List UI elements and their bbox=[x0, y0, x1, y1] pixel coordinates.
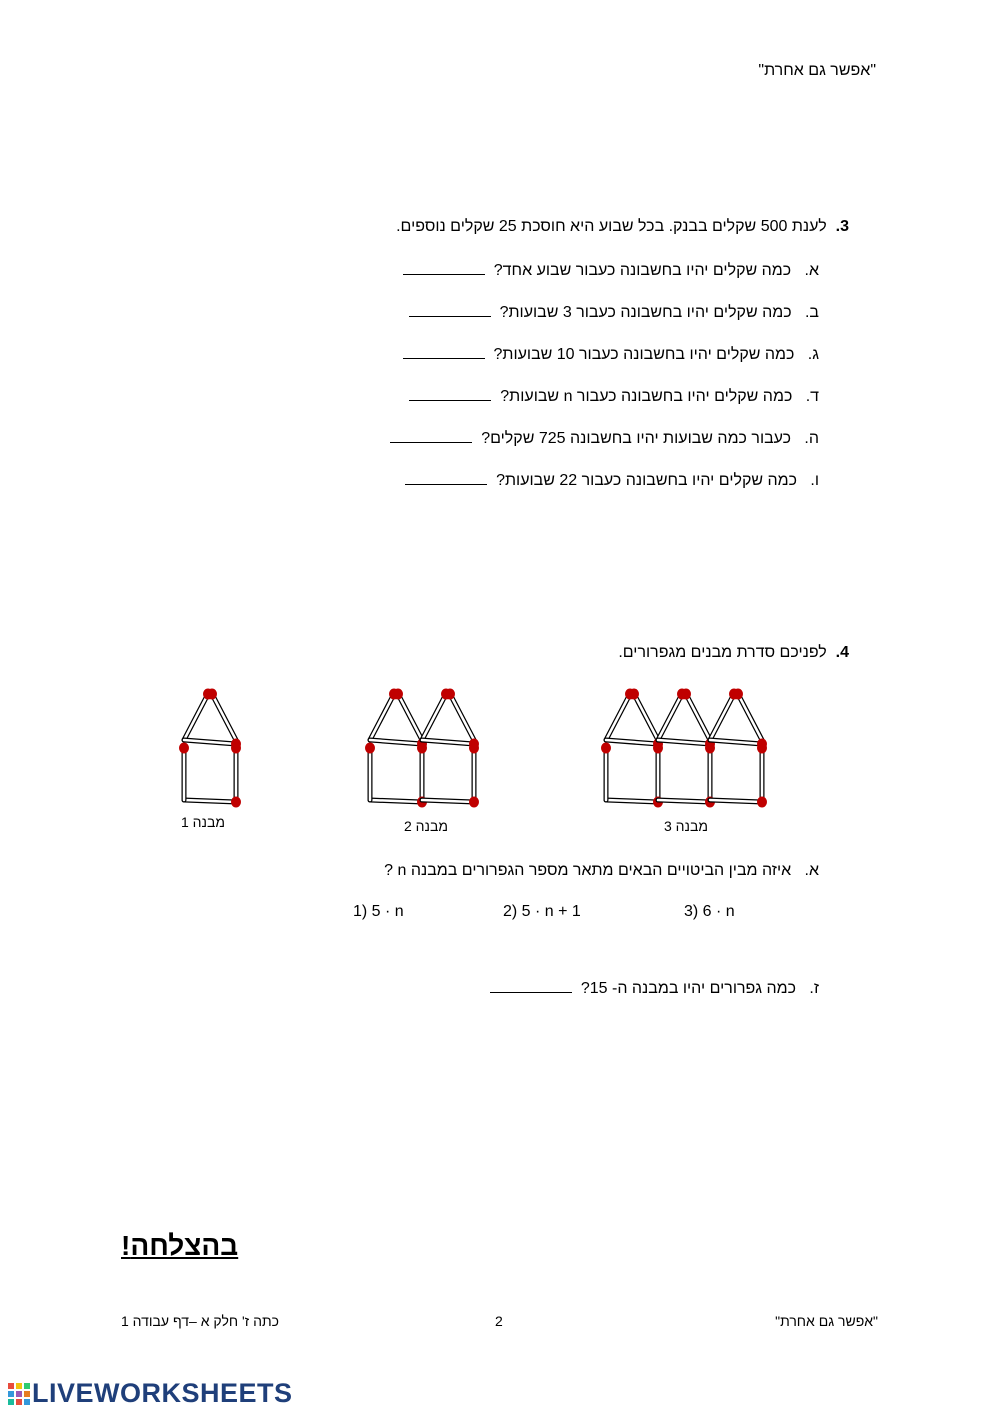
matchstick bbox=[422, 694, 446, 740]
success-message: !בהצלחה bbox=[121, 1230, 239, 1261]
answer-blank[interactable] bbox=[405, 470, 487, 485]
figure-3-label: מבנה 3 bbox=[664, 818, 708, 834]
item-text: כמה שקלים יהיו בחשבונה כעבור 3 שבועות? bbox=[499, 304, 792, 321]
liveworksheets-logo bbox=[8, 1378, 293, 1409]
page-number: 2 bbox=[495, 1313, 503, 1329]
q3-stem bbox=[396, 218, 849, 236]
matchstick bbox=[658, 694, 682, 740]
q4-number: 4. bbox=[835, 644, 849, 661]
match-head bbox=[417, 743, 427, 754]
match-head bbox=[601, 743, 611, 754]
q4-stem bbox=[618, 644, 849, 662]
item-text: כמה שקלים יהיו בחשבונה כעבור שבוע אחד? bbox=[493, 262, 792, 279]
item-letter: ה. bbox=[804, 430, 819, 447]
q3-item-g bbox=[403, 344, 819, 364]
footer-right: "אפשר גם אחרת" bbox=[775, 1313, 878, 1329]
item-text: כמה גפרורים יהיו במבנה ה- 15? bbox=[580, 980, 797, 997]
q3-item-b bbox=[409, 302, 819, 322]
matchstick bbox=[212, 694, 236, 740]
item-letter: ו. bbox=[810, 472, 819, 489]
item-letter: ז. bbox=[809, 980, 819, 997]
q4-part-a bbox=[384, 862, 819, 880]
matchstick bbox=[398, 694, 422, 740]
footer-left: כתה ז' חלק א –דף עבודה 1 bbox=[121, 1313, 279, 1329]
option-3[interactable]: 3) 6 · n bbox=[684, 903, 735, 920]
item-text: כמה שקלים יהיו בחשבונה כעבור n שבועות? bbox=[500, 388, 793, 405]
q3-item-a bbox=[403, 260, 819, 280]
answer-blank[interactable] bbox=[409, 386, 491, 401]
answer-blank[interactable] bbox=[409, 302, 491, 317]
match-head bbox=[681, 689, 691, 700]
match-head bbox=[469, 797, 479, 808]
matchstick bbox=[606, 694, 630, 740]
matchstick bbox=[738, 694, 762, 740]
q3-item-h bbox=[390, 428, 819, 448]
match-head bbox=[393, 689, 403, 700]
q4-text: לפניכם סדרת מבנים מגפרורים. bbox=[618, 644, 827, 661]
item-text: כעבור כמה שבועות יהיו בחשבונה 725 שקלים? bbox=[481, 430, 792, 447]
match-head bbox=[757, 743, 767, 754]
item-text: איזה מבין הביטויים הבאים מתאר מספר הגפרורים במבנה n ? bbox=[384, 862, 792, 879]
match-head bbox=[445, 689, 455, 700]
item-letter: א. bbox=[804, 862, 819, 879]
item-letter: ד. bbox=[805, 388, 819, 405]
item-text: כמה שקלים יהיו בחשבונה כעבור 22 שבועות? bbox=[496, 472, 798, 489]
match-head bbox=[365, 743, 375, 754]
header-title: "אפשר גם אחרת" bbox=[758, 62, 876, 79]
answer-blank[interactable] bbox=[403, 260, 485, 275]
q3-text: לענת 500 שקלים בבנק. בכל שבוע היא חוסכת 25 שקלים נוספים. bbox=[396, 218, 827, 235]
match-head bbox=[757, 797, 767, 808]
match-head bbox=[231, 743, 241, 754]
q4-part-z bbox=[490, 978, 819, 998]
matchstick-figures bbox=[170, 682, 790, 817]
match-head bbox=[733, 689, 743, 700]
logo-grid-icon bbox=[8, 1383, 30, 1405]
figure-1-label: מבנה 1 bbox=[181, 814, 225, 830]
q3-number: 3. bbox=[835, 218, 849, 235]
matchstick bbox=[634, 694, 658, 740]
brand-name: LIVEWORKSHEETS bbox=[32, 1378, 293, 1408]
match-head bbox=[653, 743, 663, 754]
item-letter: ג. bbox=[807, 346, 819, 363]
option-2[interactable]: 2) 5 · n + 1 bbox=[503, 903, 581, 920]
match-head bbox=[179, 743, 189, 754]
match-head bbox=[469, 743, 479, 754]
item-letter: א. bbox=[804, 262, 819, 279]
match-head bbox=[629, 689, 639, 700]
figure-1 bbox=[179, 689, 241, 808]
figure-2 bbox=[365, 689, 479, 808]
matchstick bbox=[710, 694, 734, 740]
figure-2-label: מבנה 2 bbox=[404, 818, 448, 834]
matchstick bbox=[370, 694, 394, 740]
item-text: כמה שקלים יהיו בחשבונה כעבור 10 שבועות? bbox=[493, 346, 795, 363]
answer-blank[interactable] bbox=[490, 978, 572, 993]
match-head bbox=[705, 743, 715, 754]
option-1[interactable]: 1) 5 · n bbox=[353, 903, 404, 920]
match-head bbox=[207, 689, 217, 700]
item-letter: ב. bbox=[804, 304, 819, 321]
matchstick bbox=[686, 694, 710, 740]
answer-blank[interactable] bbox=[390, 428, 472, 443]
q3-item-v bbox=[405, 470, 819, 490]
matchstick bbox=[184, 694, 208, 740]
answer-blank[interactable] bbox=[403, 344, 485, 359]
match-head bbox=[231, 797, 241, 808]
figure-3 bbox=[601, 689, 767, 808]
matchstick bbox=[450, 694, 474, 740]
q3-item-d bbox=[409, 386, 819, 406]
